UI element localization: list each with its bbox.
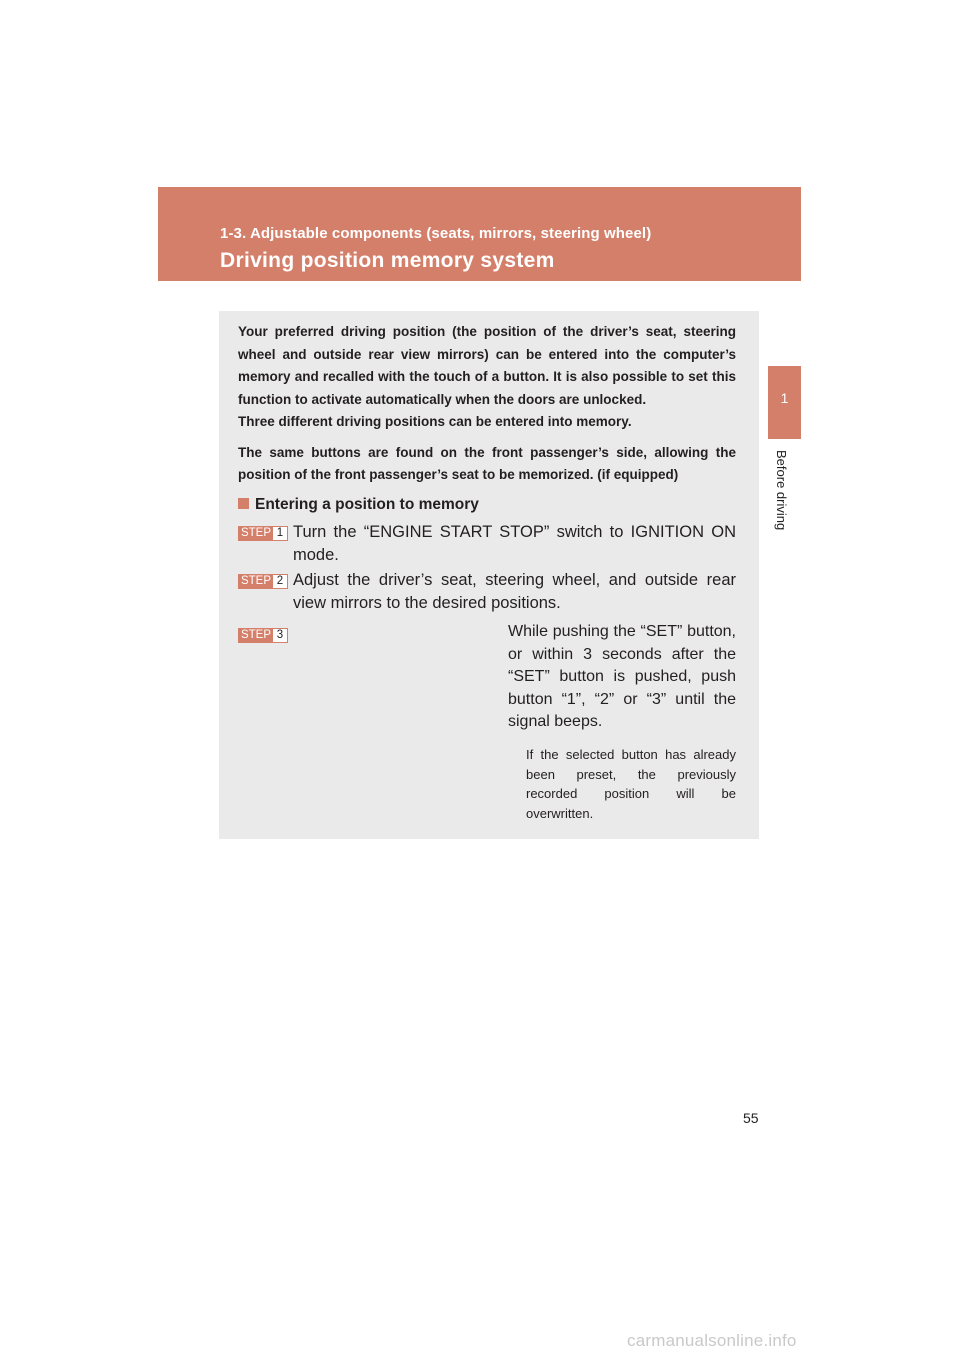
step-badge-label: STEP: [240, 527, 272, 539]
step-badge-label: STEP: [240, 629, 272, 641]
step-badge-label: STEP: [240, 575, 272, 587]
step-badge-number: 3: [273, 629, 287, 642]
procedure-heading: [238, 496, 479, 514]
section-header-bar: [158, 187, 801, 281]
square-bullet-icon: [238, 498, 249, 509]
step-badge: [238, 526, 288, 541]
intro-paragraph: The same buttons are found on the front passenger’s side, allowing the position of the front passenger’s seat to be memorized. (if equipped): [238, 444, 736, 482]
intro-paragraph: Your preferred driving position (the position of the driver’s seat, steering wheel and outside rear view mirrors) can be entered into the computer’s memory and recalled with the touch of a button. It is also possible to set this function to activate automatically when the doors are unlocked.: [238, 324, 736, 407]
step-text: Turn the “ENGINE START STOP” switch to IGNITION ON mode.: [293, 523, 736, 564]
step-1: [238, 521, 736, 567]
step-badge: [238, 628, 288, 643]
intro-paragraph: Three different driving positions can be entered into memory.: [238, 414, 632, 429]
section-label: 1-3. Adjustable components (seats, mirrors, steering wheel): [220, 225, 652, 242]
chapter-label: Before driving: [774, 450, 789, 531]
procedure-heading-text: Entering a position to memory: [255, 496, 479, 513]
chapter-number: 1: [780, 390, 789, 406]
content-panel: [219, 311, 759, 839]
page-title: Driving position memory system: [220, 249, 555, 272]
step-2: [238, 569, 736, 615]
chapter-tab[interactable]: [768, 366, 801, 439]
step-text: While pushing the “SET” button, or within 3 seconds after the “SET” button is pushed, push button “1”, “2” or “3” until the signal beeps.: [508, 623, 736, 731]
page-number: 55: [743, 1110, 759, 1126]
step-text: Adjust the driver’s seat, steering wheel, and outside rear view mirrors to the desired positions.: [293, 571, 736, 612]
step-badge: [238, 574, 288, 589]
step-badge-number: 2: [273, 575, 287, 588]
intro-text: [238, 321, 736, 487]
watermark: carmanualsonline.info: [627, 1331, 797, 1350]
step-badge-number: 1: [273, 527, 287, 540]
step-note: If the selected button has already been preset, the previously recorded position will be overwritten.: [526, 747, 736, 821]
